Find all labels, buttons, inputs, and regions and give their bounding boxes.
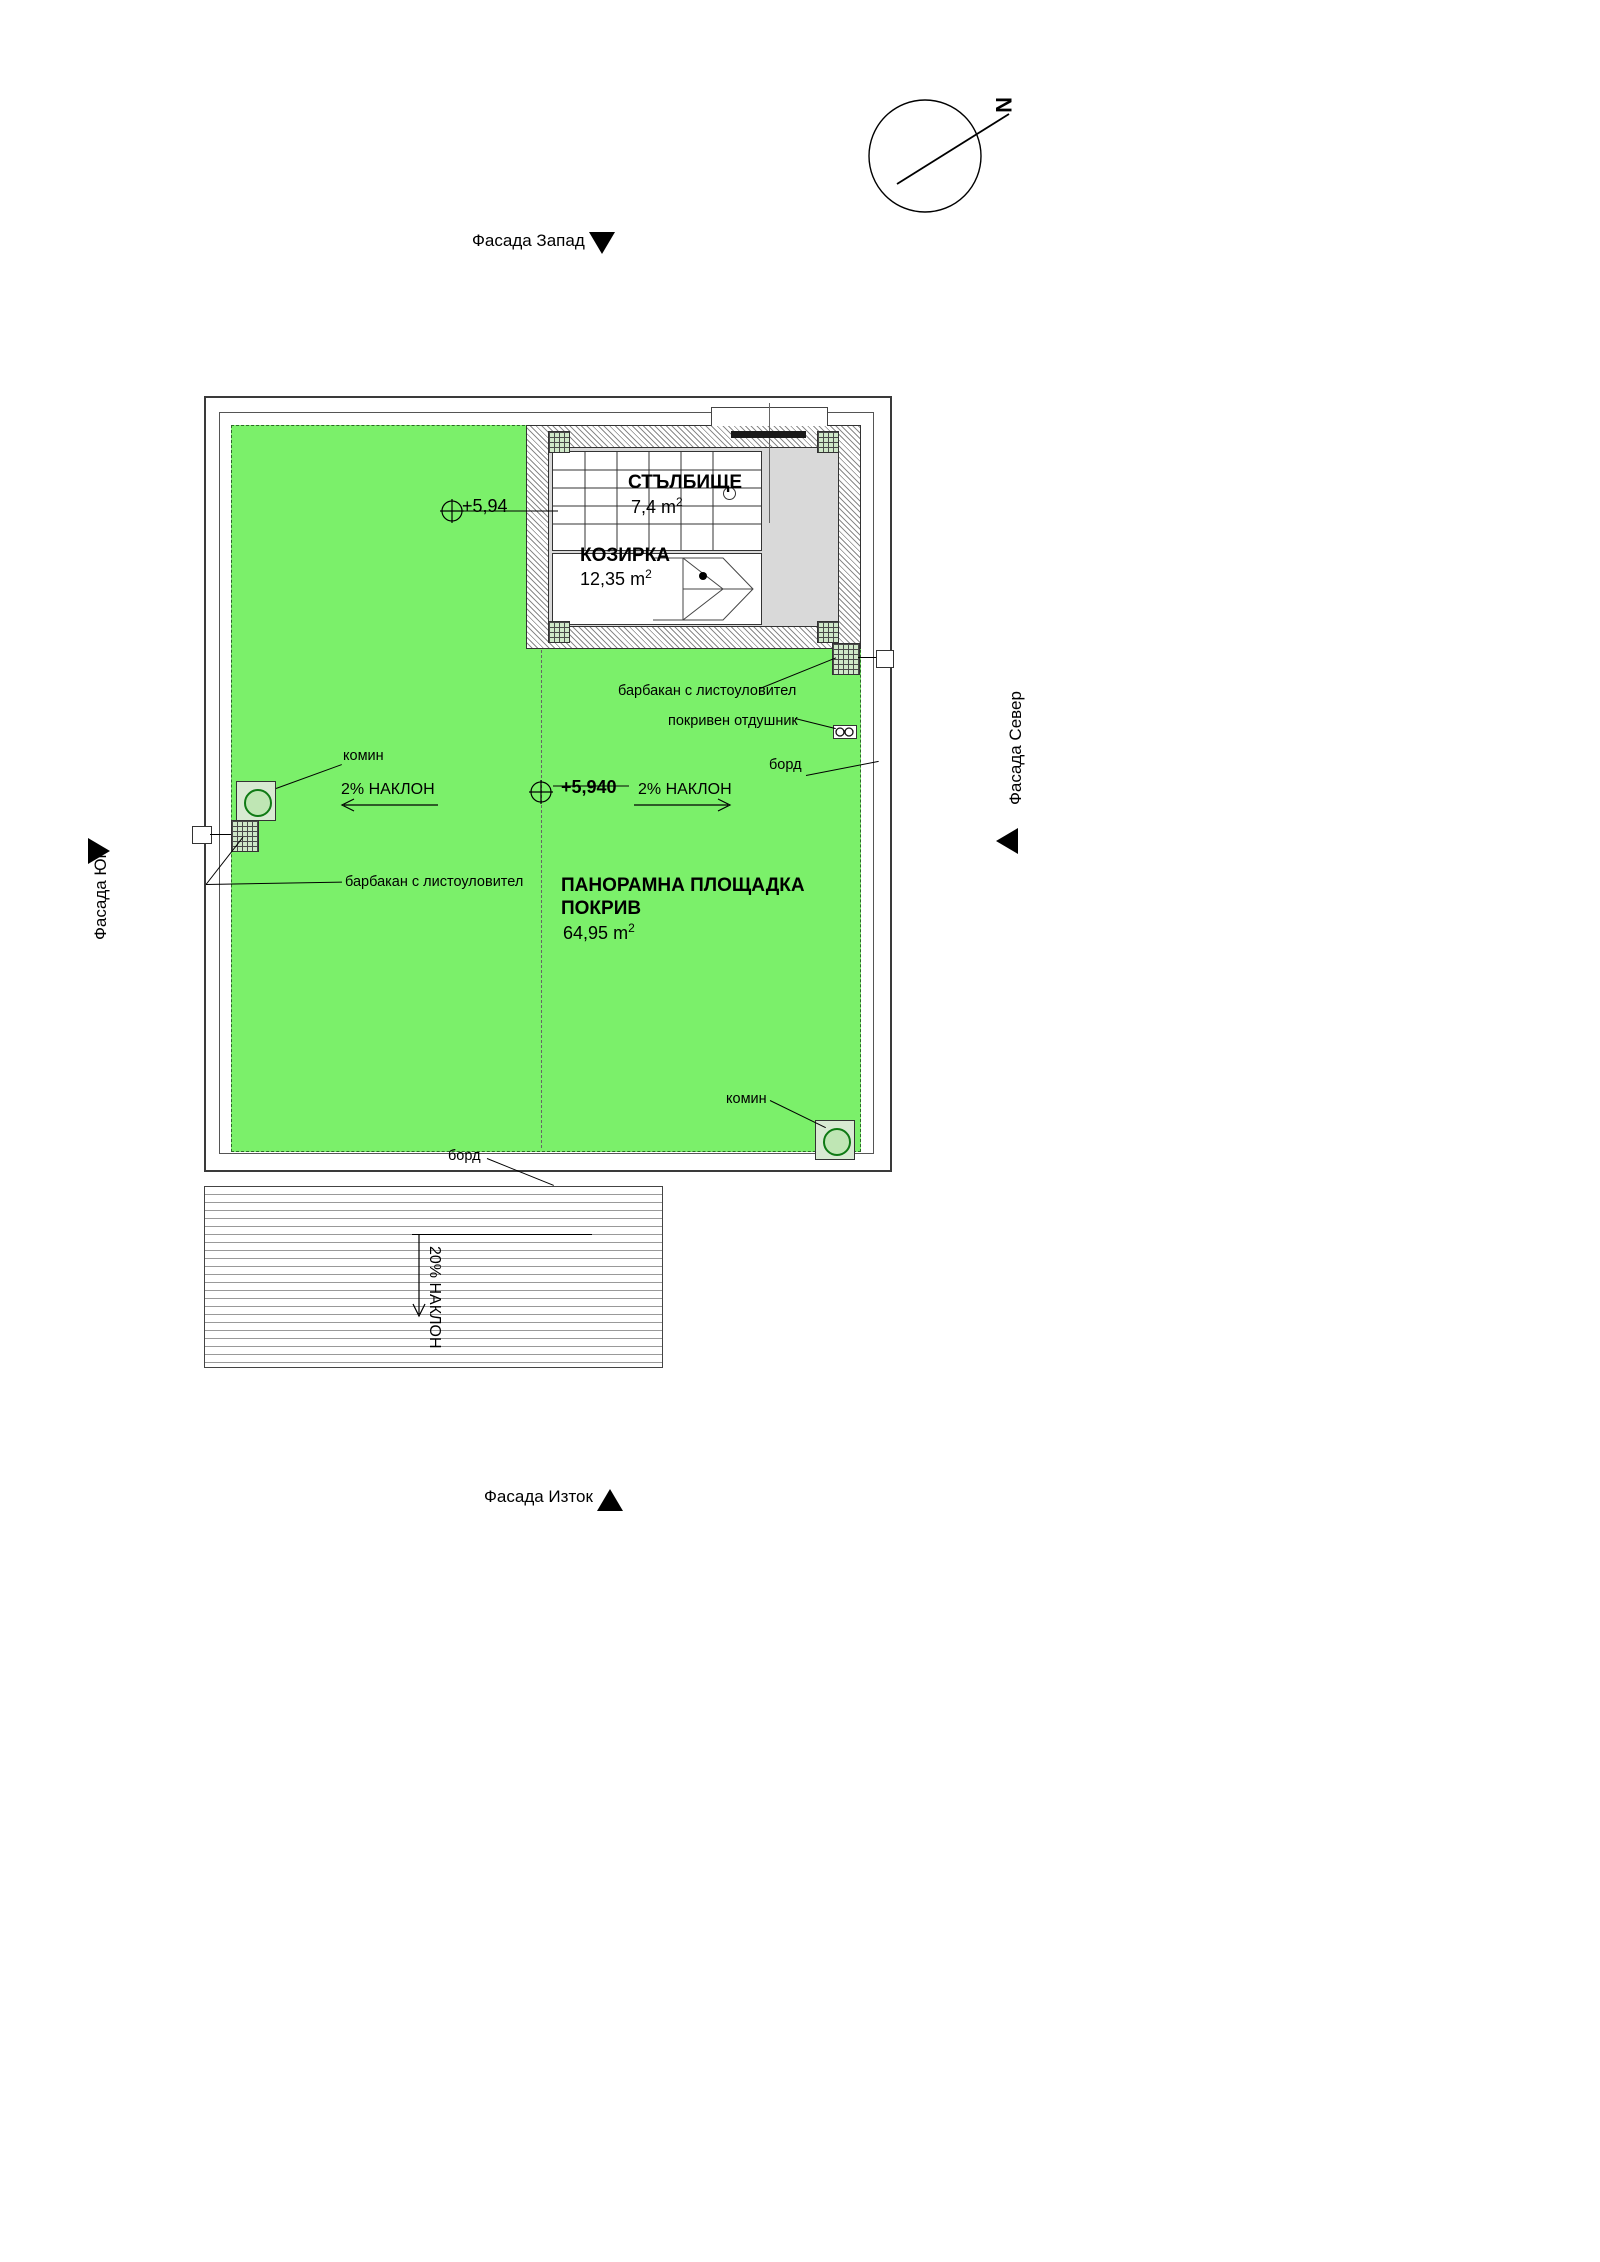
terrace-name-line2: ПОКРИВ: [561, 898, 642, 919]
scupper-top-right: [832, 643, 860, 675]
chimney-left-label: комин: [343, 748, 384, 764]
north-arrow: [869, 96, 1039, 231]
staircase-area-sup: 2: [676, 495, 683, 509]
roof-vent-symbol-icon: [833, 725, 857, 739]
slope-right-label: 2% НАКЛОН: [638, 781, 732, 798]
terrace-area-sup: 2: [628, 921, 635, 935]
staircase-area: [631, 496, 683, 518]
stair-canopy-block: [526, 425, 859, 647]
canopy-area: [580, 568, 652, 590]
chimney-right-ring-icon: [823, 1128, 851, 1156]
elevation-value-upper: +5,94: [462, 496, 508, 516]
facade-label-west: Фасада Запад: [472, 231, 585, 250]
staircase-name: СТЪЛБИЩЕ: [628, 472, 743, 493]
notch-dark-bar: [731, 431, 806, 438]
terrace-area-unit: m: [613, 923, 629, 943]
canopy-area-sup: 2: [645, 567, 652, 581]
facade-marker-east-icon: [597, 1489, 623, 1511]
facade-label-east: Фасада Изток: [484, 1487, 593, 1506]
facade-label-south: Фасада Юг: [91, 852, 110, 940]
roof-vent-label: покривен отдушник: [668, 713, 798, 729]
roof-ridge-line: [541, 650, 542, 1148]
column-bottom-left: [548, 621, 570, 643]
facade-marker-north-icon: [996, 828, 1018, 854]
chimney-right-label: комин: [726, 1091, 767, 1107]
parapet-right-label: борд: [769, 757, 802, 773]
slope-left-label: 2% НАКЛОН: [341, 781, 435, 798]
scupper-left-label: барбакан с листоуловител: [345, 874, 524, 890]
scupper-top-label: барбакан с листоуловител: [618, 683, 797, 699]
scupper-top-right-outlet: [876, 650, 894, 668]
staircase-area-unit: m: [661, 497, 677, 517]
scupper-left-outlet: [192, 826, 212, 844]
column-bottom-right: [817, 621, 839, 643]
slope-roof-top-line: [412, 1234, 592, 1235]
north-arrow-label: N: [991, 97, 1016, 113]
slope-roof-arrow-icon: [412, 1234, 426, 1320]
canopy-area-value: 12,35: [580, 569, 626, 589]
chimney-left: [236, 781, 276, 821]
facade-marker-west-icon: [589, 232, 615, 254]
parapet-bottom-label: борд: [448, 1148, 481, 1164]
column-top-right: [817, 431, 839, 453]
terrace-area-value: 64,95: [563, 923, 609, 943]
terrace-name-line1: ПАНОРАМНА ПЛОЩАДКА: [561, 875, 805, 896]
slope-right-arrow-icon: [634, 798, 734, 812]
facade-label-north: Фасада Север: [1006, 691, 1025, 805]
elevation-value-main: +5,940: [561, 777, 617, 797]
slope-left-arrow-icon: [338, 798, 438, 812]
scupper-top-right-connector: [858, 657, 876, 658]
facade-marker-south-icon: [88, 838, 110, 864]
canopy-name: КОЗИРКА: [580, 545, 670, 566]
scupper-left-connector: [210, 834, 231, 835]
terrace-area: [563, 922, 635, 944]
slope-roof-label: 20% НАКЛОН: [426, 1246, 443, 1349]
chimney-left-ring-icon: [244, 789, 272, 817]
canopy-area-unit: m: [630, 569, 646, 589]
staircase-area-value: 7,4: [631, 497, 657, 517]
column-top-left: [548, 431, 570, 453]
notch-center-line: [769, 403, 770, 523]
